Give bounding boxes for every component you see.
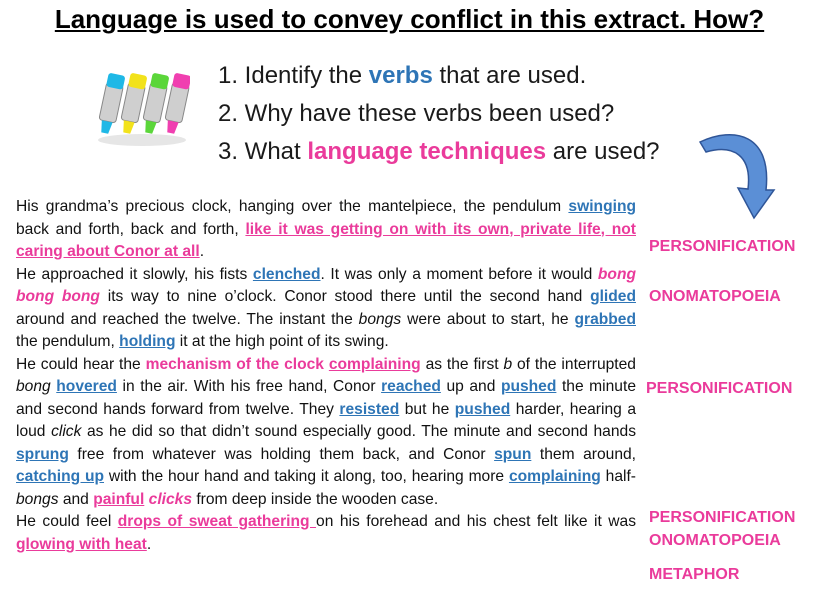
verb: catching up (16, 468, 105, 485)
verb: pushed (454, 400, 511, 418)
text-segment: back and forth, back and forth, (16, 220, 246, 238)
italic-word: click (51, 423, 82, 440)
verb: hovered (56, 378, 117, 395)
page-title: Language is used to convey conflict in this extract. How? (54, 4, 765, 34)
text-segment: the pendulum, (16, 333, 120, 350)
question-3-suffix: are used? (546, 138, 660, 165)
verb: complaining (508, 468, 601, 485)
verb: sprung (16, 445, 69, 463)
text-segment: free from whatever was holding them back, and Conor (68, 445, 495, 463)
question-1-suffix: that are used. (432, 62, 587, 89)
italic-word: b (503, 355, 513, 373)
verbs-highlight: verbs (368, 62, 433, 89)
label-personification: PERSONIFICATION (649, 509, 796, 526)
text-segment: were about to start, he (401, 310, 575, 328)
technique-phrase: like it was getting on with its own, private life, not caring about Conor at all (16, 220, 637, 260)
italic-word: bongs (358, 310, 402, 328)
text-segment: them around, (531, 445, 636, 463)
text-segment: but he (399, 400, 455, 418)
technique-phrase: mechanism of the clock (145, 355, 324, 373)
paragraph-1 (16, 196, 636, 264)
extract-text (16, 196, 636, 556)
technique-phrase: drops of sweat gathering (117, 513, 317, 530)
verb: spun (494, 445, 532, 463)
question-2: 2. Why have these verbs been used? (218, 100, 615, 127)
text-segment: harder, hearing a loud (16, 400, 636, 440)
text-segment: up and (440, 378, 501, 395)
verb: resisted (339, 400, 400, 418)
verb: pushed (500, 378, 557, 395)
label-personification: PERSONIFICATION (649, 238, 796, 255)
question-3 (218, 138, 660, 166)
verb: glided (590, 288, 636, 305)
text-segment: half- (600, 468, 636, 485)
text-segment: . It was only a moment before it would (320, 265, 598, 283)
text-segment: from deep inside the wooden case. (192, 490, 439, 508)
text-segment: as the first (420, 355, 504, 373)
question-1-prefix: 1. Identify the (218, 62, 369, 89)
verb: reached (381, 378, 441, 395)
paragraph-2 (16, 264, 636, 354)
technique-phrase: painful (93, 490, 145, 508)
text-segment: and (58, 490, 94, 508)
text-segment: the minute and second hands forward from twelve. They (16, 378, 636, 418)
text-segment: He could hear the (16, 355, 146, 373)
verb: grabbed (574, 310, 636, 328)
verb: holding (119, 333, 176, 350)
paragraph-4 (16, 511, 636, 556)
label-metaphor: METAPHOR (649, 566, 740, 583)
text-segment: in the air. With his free hand, Conor (116, 378, 382, 395)
text-segment: on his forehead and his chest felt like it was (316, 513, 636, 530)
highlighter-pens-icon (90, 66, 190, 148)
text-segment: as he did so that didn’t sound especially good. The minute and second hands (81, 423, 636, 440)
label-personification: PERSONIFICATION (646, 380, 793, 397)
italic-word: bong (16, 378, 51, 395)
label-onomatopoeia: ONOMATOPOEIA (649, 532, 781, 549)
technique-phrase: clicks (148, 490, 192, 508)
italic-word: bongs (16, 490, 59, 508)
question-3-prefix: 3. What (218, 138, 308, 165)
question-1 (218, 62, 586, 90)
verb: clenched (252, 265, 321, 283)
verb: swinging (568, 198, 636, 215)
technique-phrase: complaining (328, 355, 421, 373)
text-segment: with the hour hand and taking it along, too, hearing more (104, 468, 509, 485)
text-segment: it at the high point of its swing. (175, 333, 389, 350)
text-segment: of the interrupted (512, 355, 636, 373)
text-segment: He approached it slowly, his fists (16, 265, 253, 283)
technique-phrase: bong bong bong (16, 265, 636, 305)
text-segment: . (199, 243, 205, 260)
label-onomatopoeia: ONOMATOPOEIA (649, 288, 781, 305)
technique-phrase: glowing with heat (16, 535, 147, 553)
curved-arrow-icon (694, 122, 784, 222)
language-techniques-highlight: language techniques (307, 138, 547, 165)
text-segment: He could feel (16, 513, 118, 530)
text-segment: His grandma’s precious clock, hanging over the mantelpiece, the pendulum (16, 198, 569, 215)
text-segment: around and reached the twelve. The instant the (16, 310, 359, 328)
text-segment: . (146, 535, 152, 553)
paragraph-3 (16, 354, 636, 512)
text-segment: its way to nine o’clock. Conor stood there until the second hand (99, 288, 591, 305)
